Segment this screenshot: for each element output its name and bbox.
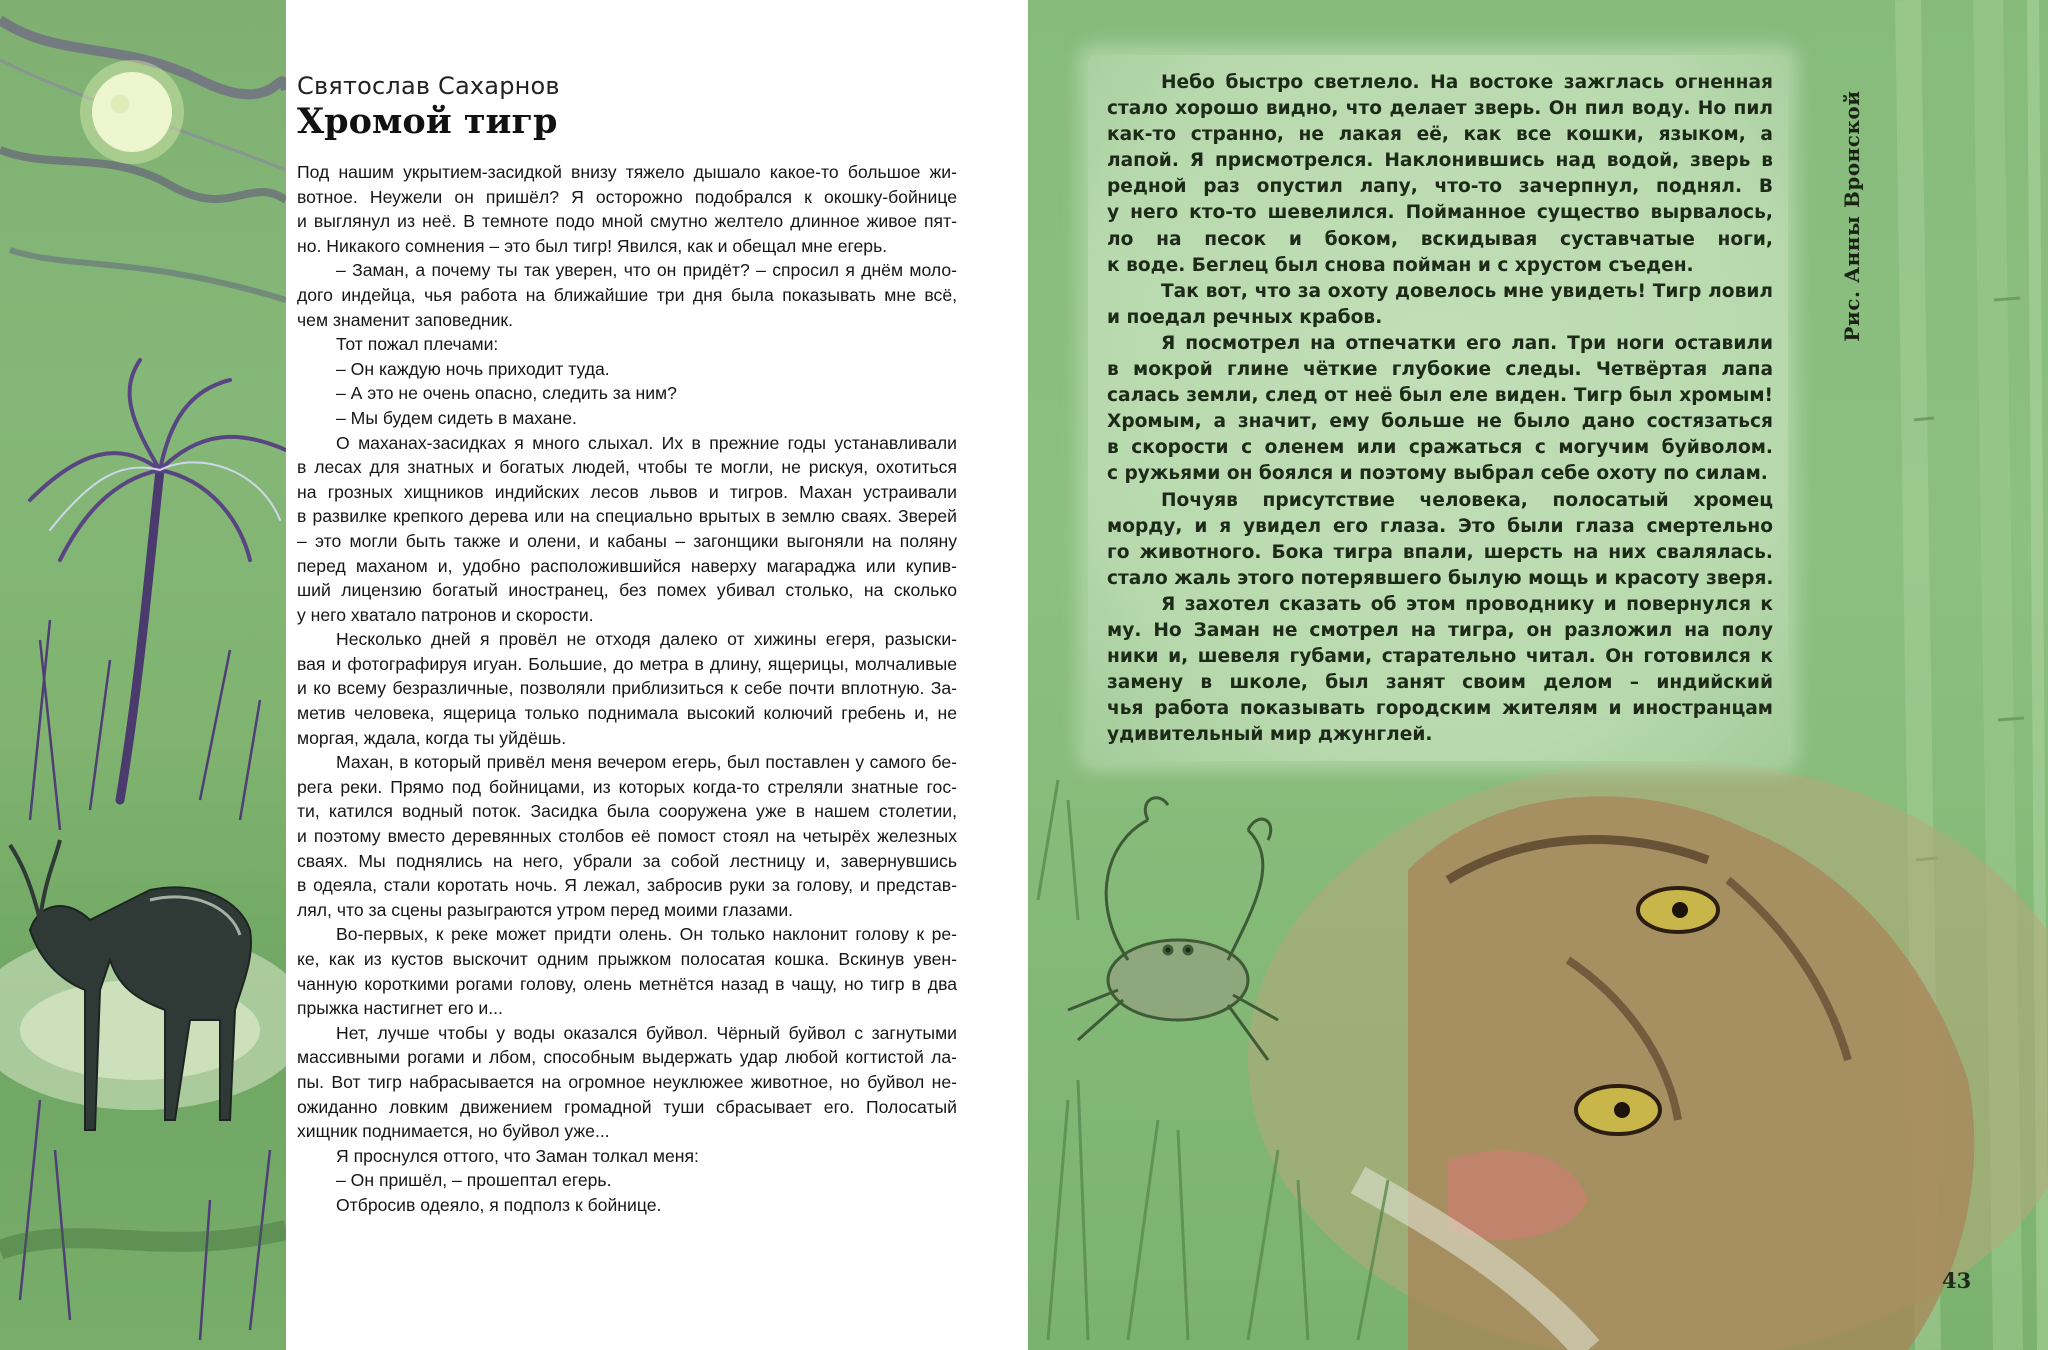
text-line: Нет, лучше чтобы у воды оказался буйвол. Чёрный буйвол с загнутыми — [336, 1022, 957, 1043]
left-text-page — [286, 0, 1028, 1350]
text-line: вая и фотографируя игуан. Большие, до метра в длину, ящерицы, молчаливые — [297, 653, 957, 674]
illustration-credit-text: Рис. Анны Вронской — [1840, 90, 1864, 342]
text-line: Махан, в который привёл меня вечером егерь, был поставлен у самого бе- — [336, 752, 957, 773]
text-line: О маханах-засидках я много слыхал. Их в прежние годы устанавливали — [336, 432, 957, 453]
left-illustration — [0, 0, 286, 1350]
text-line: в скорости с оленем или сражаться с могучим буйволом. — [1107, 437, 1773, 459]
text-line: в лесах для знатных и богатых людей, чтобы те могли, не рискуя, охотиться — [297, 457, 957, 478]
text-line: Я проснулся оттого, что Заман толкал меня: — [336, 1145, 699, 1166]
text-line: салась земли, след от неё был еле виден. Тигр был хромым! — [1107, 385, 1773, 407]
palm-tree-icon — [30, 360, 286, 800]
text-line: му. Но Заман не смотрел на тигра, он разложил на полу — [1107, 619, 1773, 641]
text-line: но. Никакого сомнения – это был тигр! Явился, как и обещал мне егерь. — [297, 235, 888, 256]
text-line: пы. Вот тигр набрасывается на огромное неуклюжее животное, но буйвол не- — [297, 1071, 957, 1092]
tiger-icon — [1248, 760, 2048, 1350]
text-line: ке, как из кустов выскочит одним прыжком полосатая кошка. Вскинув увен- — [297, 949, 957, 969]
text-line: в мокрой глине чёткие глубокие следы. Четвёртая лапа — [1107, 359, 1773, 381]
text-line: чанную короткими рогами голову, олень метнётся назад в чащу, но тигр в два — [297, 973, 957, 994]
text-line: и поэтому вместо деревянных столбов её помост стоял на четырёх железных — [297, 826, 957, 847]
text-line: ники и, шевеля губами, старательно читал. Он готовился к — [1107, 646, 1773, 668]
text-line: и выглянул из неё. В темноте подо мной смутно желтело длинное живое пят- — [297, 211, 957, 232]
text-line: Хромым, а значит, ему больше не было дано состязаться — [1107, 411, 1773, 433]
text-line: Во-первых, к реке может придти олень. Он только наклонит голову к ре- — [336, 924, 957, 945]
text-line: вотное. Неужели он пришёл? Я осторожно подобрался к окошку-бойнице — [297, 186, 957, 207]
text-line: рега реки. Прямо под бойницами, из которых когда-то стреляли знатные гос- — [297, 776, 957, 797]
moon-icon — [80, 60, 184, 164]
night-jungle-illustration — [0, 0, 286, 1350]
crab-icon — [1068, 798, 1278, 1060]
text-line: дого индейца, чья работа на ближайшие три дня была показывать мне всё, — [297, 284, 957, 305]
text-line: к воде. Беглец был снова пойман и с хрустом съеден. — [1107, 254, 1694, 276]
text-line: стало хорошо видно, что делает зверь. Он пил воду. Но пил — [1107, 98, 1773, 120]
text-line: Я посмотрел на отпечатки его лап. Три ноги оставили — [1161, 332, 1773, 354]
text-line: морду, и я увидел его глаза. Это были глаза смертельно — [1107, 515, 1773, 537]
text-line: ло на песок и боком, вскидывая суставчатые ноги, — [1107, 228, 1773, 250]
text-line: – Он пришёл, – прошептал егерь. — [336, 1170, 612, 1191]
text-line: у него хватало патронов и скорости. — [297, 604, 594, 625]
text-line: в развилке крепкого дерева или на специально врытых в землю сваях. Зверей — [297, 506, 957, 527]
text-line: Несколько дней я провёл не отходя далеко от хижины егеря, разыски- — [336, 629, 957, 650]
text-line: Так вот, что за охоту довелось мне увидеть! Тигр ловил — [1161, 280, 1773, 302]
text-line: и поедал речных крабов. — [1107, 306, 1383, 328]
text-line: – Мы будем сидеть в махане. — [336, 407, 577, 428]
text-line: метив человека, ящерица только поднимала высокий колючий гребень и, не — [297, 703, 957, 724]
story-title: Хромой тигр — [297, 101, 558, 142]
text-line: в одеяла, стали коротать ночь. Я лежал, забросив руки за голову, и представ- — [297, 875, 957, 896]
text-line: с ружьями он боялся и поэтому выбрал себе охоту по силам. — [1107, 463, 1768, 485]
text-line: стало жаль этого потерявшего былую мощь и красоту зверя. — [1107, 567, 1773, 589]
text-line: ожиданно ловким движением громадной туши сбрасывает его. Полосатый — [297, 1096, 957, 1117]
text-line: прыжка настигнет его и... — [297, 998, 503, 1019]
text-line: замену в школе, был занят своим делом – индийский — [1107, 672, 1773, 694]
text-line: – Заман, а почему ты так уверен, что он придёт? – спросил я днём моло- — [336, 260, 957, 281]
text-line: – Он каждую ночь приходит туда. — [336, 358, 610, 379]
text-line: Отбросив одеяло, я подполз к бойнице. — [336, 1194, 662, 1215]
text-line: чем знаменит заповедник. — [297, 309, 513, 330]
text-line: сваях. Мы поднялись на него, убрали за собой лестницу и, завернувшись — [297, 850, 957, 871]
text-line: у него кто-то шевелился. Пойманное существо вырвалось, — [1107, 202, 1773, 224]
story-text — [297, 160, 957, 1218]
text-line: редной раз опустил лапу, что-то зачерпнул, поднял. В — [1107, 176, 1773, 198]
text-line: – это могли быть также и олени, и кабаны – загонщики выгоняли на поляну — [297, 530, 957, 551]
text-line: Под нашим укрытием-засидкой внизу тяжело дышало какое-то большое жи- — [297, 162, 957, 182]
page-number: 43 — [1942, 1268, 1972, 1293]
text-line: перед маханом и, удобно расположившийся наверху магараджа или купив- — [297, 555, 957, 576]
text-line: моргая, ждала, когда ты уйдёшь. — [297, 727, 567, 748]
text-line: лял, что за сцены разыграются утром перед моими глазами. — [297, 899, 794, 920]
text-line: – А это не очень опасно, следить за ним? — [336, 383, 677, 404]
story-continuation-text — [1107, 70, 1773, 748]
text-line: чья работа показывать городским жителям и иностранцам — [1107, 698, 1773, 720]
text-line: Я захотел сказать об этом проводнику и повернулся к — [1161, 593, 1773, 615]
text-line: Почуяв присутствие человека, полосатый хромец — [1161, 489, 1773, 511]
text-line: и ко всему безразличные, позволяли приблизиться к себе почти вплотную. За- — [297, 678, 957, 699]
text-line: Тот пожал плечами: — [336, 334, 499, 355]
text-line: как-то странно, не лакая её, как все кошки, языком, а — [1107, 124, 1773, 146]
text-line: хищник поднимается, но буйвол уже... — [297, 1121, 610, 1142]
text-line: лапой. Я присмотрелся. Наклонившись над водой, зверь в — [1107, 150, 1773, 172]
text-line: ти, катился водный поток. Засидка была сооружена уже в нашем столетии, — [297, 801, 957, 822]
text-line: Небо быстро светлело. На востоке зажглась огненная — [1161, 72, 1773, 93]
text-line: удивительный мир джунглей. — [1107, 724, 1433, 746]
text-line: ший лицензию богатый иностранец, без помех убивал столько, на сколько — [297, 580, 957, 601]
text-line: массивными рогами и лбом, способным выдержать удар любой когтистой ла- — [297, 1047, 957, 1068]
text-line: на грозных хищников индийских лесов львов и тигров. Махан устраивали — [297, 481, 957, 502]
illustration-credit — [1832, 76, 1872, 356]
text-line: го животного. Бока тигра впали, шерсть на них свалялась. — [1107, 541, 1773, 563]
author-name: Святослав Сахарнов — [297, 72, 560, 100]
